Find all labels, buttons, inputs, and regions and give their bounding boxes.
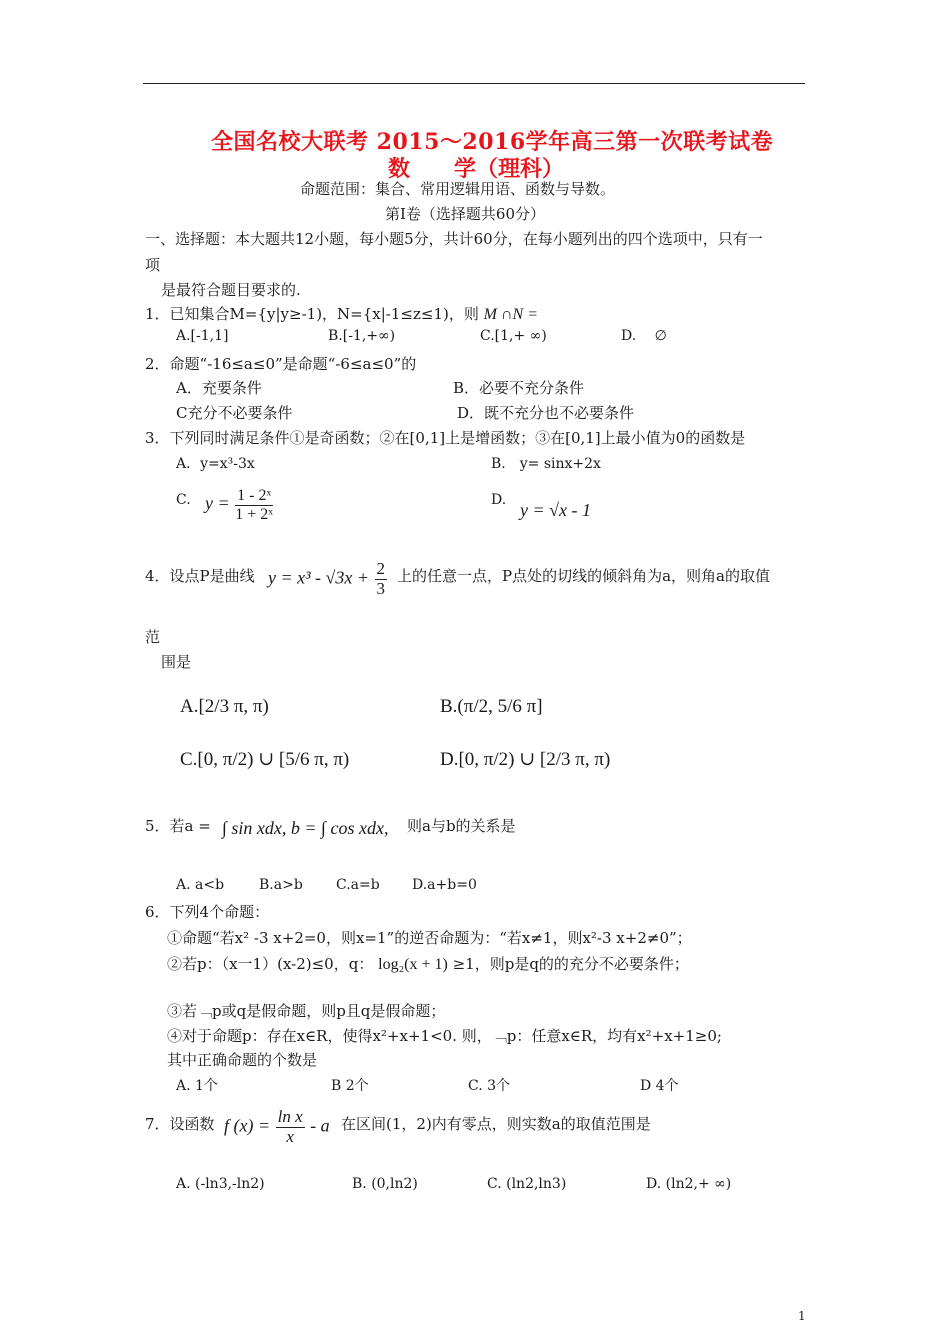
q4-option-b: B.(π/2, 5/6 π] bbox=[440, 696, 543, 717]
q4-stem-wrap2: 围是 bbox=[161, 653, 192, 671]
q3-c-numerator: 1 - 2ˣ bbox=[237, 487, 272, 504]
q3-option-d-label: D. bbox=[491, 492, 507, 508]
q7-option-c: C. (ln2,ln3) bbox=[487, 1176, 567, 1192]
q3-c-denominator: 1 + 2ˣ bbox=[235, 505, 273, 523]
q3-option-c-label: C. bbox=[176, 492, 191, 508]
q6-statement-2 bbox=[167, 953, 689, 974]
q5-option-b: B.a>b bbox=[259, 877, 303, 893]
q4-stem-wrap: 范 bbox=[145, 628, 161, 646]
q4-curve-den: 3 bbox=[376, 578, 386, 598]
q6-question: 其中正确命题的个数是 bbox=[167, 1051, 318, 1069]
q5-integrals: ∫ sin xdx, b = ∫ cos xdx, bbox=[222, 818, 389, 838]
q3-c-fraction bbox=[235, 487, 273, 523]
q6-option-c: C. 3个 bbox=[468, 1078, 511, 1094]
q6-s2-end: ≥1，则p是q的的充分不必要条件； bbox=[452, 955, 689, 973]
q4-curve-fraction bbox=[375, 560, 388, 598]
empty-set-symbol: ∅ bbox=[654, 328, 667, 344]
q4-stem-end: 上的任意一点，P点处的切线的倾斜角为a，则角a的取值 bbox=[397, 567, 770, 585]
q2-option-c: C充分不必要条件 bbox=[176, 404, 293, 422]
q7-f-fraction bbox=[276, 1108, 305, 1146]
q6-option-a: A. 1个 bbox=[176, 1078, 218, 1094]
q5-stem-start: 5．若a = bbox=[145, 817, 211, 835]
q6-statement-3: ③若﹁p或q是假命题，则p且q是假命题； bbox=[167, 1002, 446, 1020]
exam-title: 全国名校大联考 2015～2016学年高三第一次联考试卷 bbox=[211, 129, 774, 155]
q2-option-a: A．充要条件 bbox=[176, 379, 262, 397]
q7-stem-start: 7．设函数 bbox=[145, 1115, 215, 1133]
q3-option-a: A．y=x³-3x bbox=[176, 456, 255, 472]
q3-option-d-formula: y = √x - 1 bbox=[520, 500, 591, 520]
q7-option-b: B. (0,ln2) bbox=[352, 1176, 418, 1192]
q4-curve-expr: y = x³ - √3x + bbox=[268, 567, 370, 588]
q7-stem-end: 在区间(1，2)内有零点，则实数a的取值范围是 bbox=[341, 1115, 651, 1133]
q7-function bbox=[224, 1108, 330, 1146]
q6-statement-4: ④对于命题p：存在x∈R，使得x²+x+1<0. 则，﹁p：任意x∈R，均有x²+x+1≥0; bbox=[167, 1027, 722, 1045]
section-intro: 一、选择题：本大题共12小题，每小题5分，共计60分，在每小题列出的四个选项中，只有一 bbox=[145, 230, 763, 248]
q7-f-tail: - a bbox=[310, 1115, 330, 1136]
q4-option-a: A.[2/3 π, π) bbox=[180, 696, 269, 717]
q6-stem: 6．下列4个命题： bbox=[145, 903, 270, 921]
q1-stem bbox=[145, 303, 538, 324]
q6-s2-log: log₂(x + 1) bbox=[378, 956, 448, 973]
q4-curve bbox=[268, 560, 388, 598]
q2-option-b: B．必要不充分条件 bbox=[453, 379, 585, 397]
q3-c-lhs: y = bbox=[205, 493, 230, 514]
q1-stem-text: 1．已知集合M={y|y≥-1)，N={x|-1≤z≤1)，则 bbox=[145, 305, 479, 323]
q4-curve-num: 2 bbox=[376, 559, 386, 578]
section-intro-end: 是最符合题目要求的. bbox=[161, 281, 301, 299]
q6-s2-text: ②若p：（x一1）(x-2)≤0，q： bbox=[167, 955, 374, 973]
q5-option-d: D.a+b=0 bbox=[412, 877, 477, 893]
q5-stem-end: 则a与b的关系是 bbox=[407, 817, 516, 835]
q5-option-a: A. a<b bbox=[176, 877, 225, 893]
q3-stem: 3．下列同时满足条件①是奇函数；②在[0,1]上是增函数；③在[0,1]上最小值为0的函数是 bbox=[145, 429, 746, 447]
exam-scope: 命题范围：集合、常用逻辑用语、函数与导数。 bbox=[300, 180, 616, 198]
section-intro-wrap: 项 bbox=[145, 256, 161, 274]
q3-option-c-formula bbox=[205, 487, 274, 523]
q5-option-c: C.a=b bbox=[336, 877, 380, 893]
q1-option-d bbox=[621, 328, 667, 344]
q6-option-d: D 4个 bbox=[640, 1078, 679, 1094]
q1-option-a: A.[-1,1] bbox=[176, 328, 229, 344]
q2-stem: 2．命题“-16≤a≤0”是命题“-6≤a≤0”的 bbox=[145, 355, 417, 373]
q7-option-a: A. (-ln3,-ln2) bbox=[176, 1176, 265, 1192]
page-number: 1 bbox=[798, 1309, 806, 1323]
q4-option-d: D.[0, π/2) ∪ [2/3 π, π) bbox=[440, 749, 611, 770]
q7-f-lhs: f (x) = bbox=[224, 1115, 271, 1136]
q1-option-d-label: D. bbox=[621, 328, 637, 344]
q1-expr: M ∩N = bbox=[483, 306, 538, 323]
q1-option-c: C.[1,+ ∞) bbox=[480, 328, 547, 344]
q6-statement-1: ①命题“若x² -3 x+2=0，则x=1”的逆否命题为：“若x≠1，则x²-3 x+2≠0”； bbox=[167, 929, 692, 947]
exam-subject: 数 学（理科） bbox=[388, 156, 565, 182]
q3-option-b: B. y= sinx+2x bbox=[491, 456, 601, 472]
q4-option-c: C.[0, π/2) ∪ [5/6 π, π) bbox=[180, 749, 350, 770]
q7-f-num: ln x bbox=[277, 1107, 303, 1126]
q1-option-b: B.[-1,+∞) bbox=[328, 328, 396, 344]
q7-option-d: D. (ln2,+ ∞) bbox=[646, 1176, 732, 1192]
q2-option-d: D．既不充分也不必要条件 bbox=[457, 404, 635, 422]
q6-option-b: B 2个 bbox=[331, 1078, 369, 1094]
q4-stem-start: 4．设点P是曲线 bbox=[145, 567, 255, 585]
header-rule bbox=[143, 83, 805, 84]
part-heading: 第Ⅰ卷（选择题共60分） bbox=[385, 205, 546, 223]
q7-f-den: x bbox=[286, 1126, 294, 1146]
